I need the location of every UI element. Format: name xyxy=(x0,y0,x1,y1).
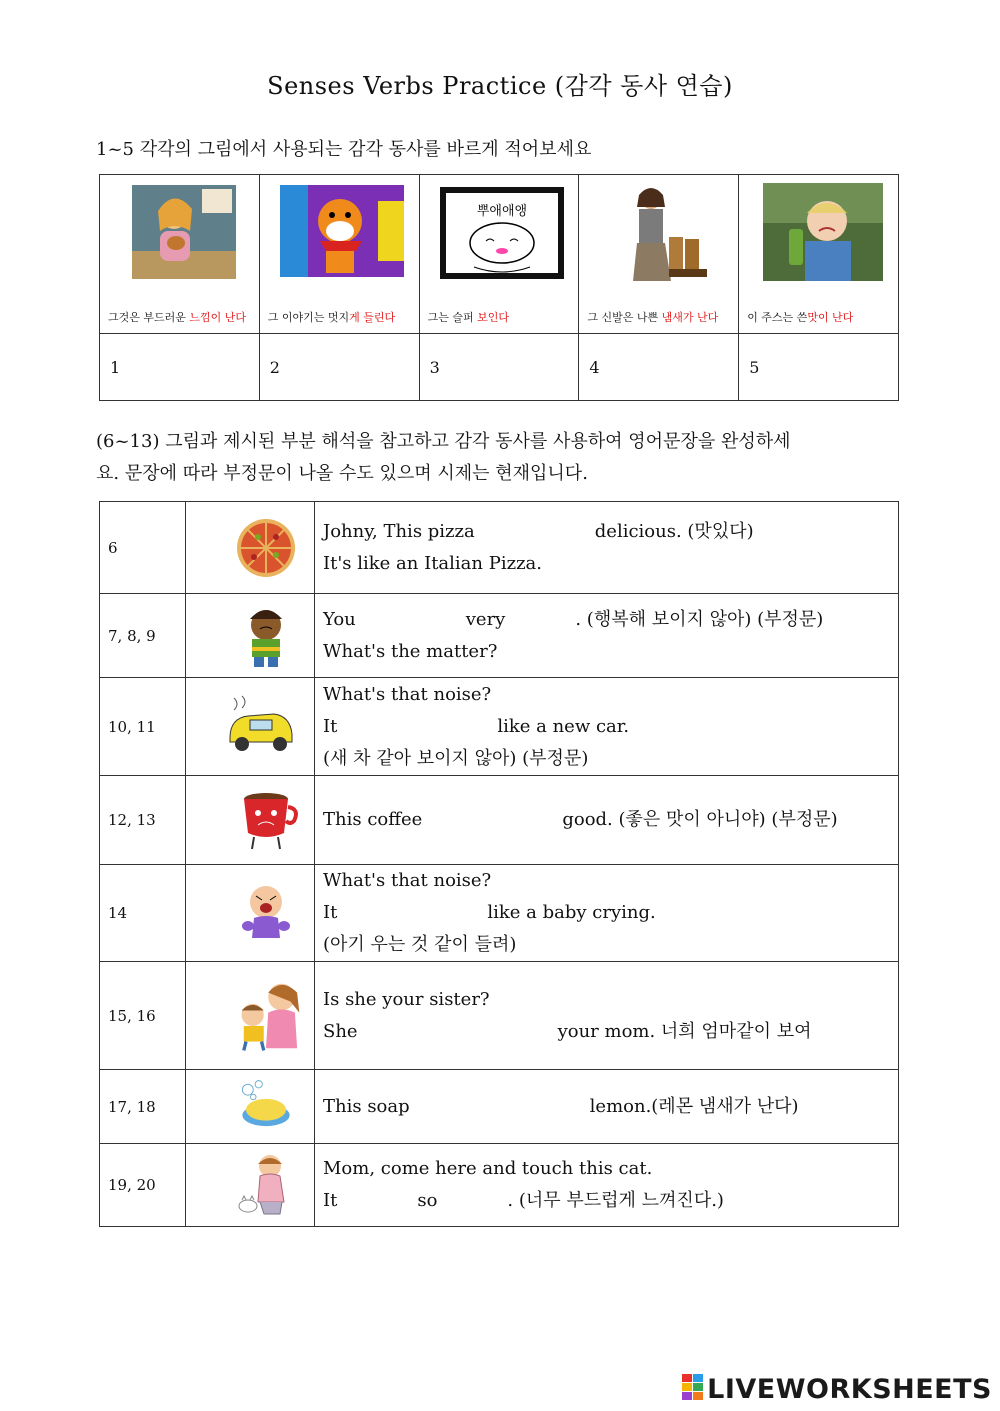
tiger-image xyxy=(274,181,404,281)
sentence-line xyxy=(323,516,898,548)
image-cell xyxy=(186,776,315,865)
coffee-cup-image xyxy=(230,787,302,853)
sentence-line: It's like an Italian Pizza. xyxy=(323,552,543,574)
sentence-line xyxy=(323,804,898,836)
sentence-part: delicious. (맛있다) xyxy=(594,520,754,542)
instruction-2 xyxy=(96,426,916,490)
answer-cell-2[interactable]: 2 xyxy=(259,334,419,401)
answer-cell-3[interactable]: 3 xyxy=(419,334,579,401)
instruction-1: 1~5 각각의 그림에서 사용되는 감각 동사를 바르게 적어보세요 xyxy=(96,139,592,160)
crying-baby-image xyxy=(230,880,302,946)
exercise-row xyxy=(100,1144,899,1227)
image-cell xyxy=(186,502,315,594)
sentence-part: It xyxy=(323,902,338,923)
sentence-line xyxy=(323,604,898,636)
picture-cell-2 xyxy=(259,175,419,334)
pizza-image xyxy=(230,515,302,581)
exercise-row xyxy=(100,865,899,962)
sentence-part: so xyxy=(417,1190,438,1211)
sentence-part: You xyxy=(323,608,356,630)
boy-juice-image xyxy=(753,181,883,281)
sentence-line: (아기 우는 것 같이 들려) xyxy=(323,934,517,955)
sentence-part: . (행복해 보이지 않아) (부정문) xyxy=(575,608,824,630)
sentence-cell xyxy=(315,865,899,962)
sentence-cell xyxy=(315,1144,899,1227)
sentence-part: This soap xyxy=(323,1095,410,1117)
sentence-line: What's that noise? xyxy=(323,683,492,705)
answer-cell-1[interactable]: 1 xyxy=(100,334,260,401)
image-cell xyxy=(186,865,315,962)
instruction-2-line-1: (6~13) 그림과 제시된 부분 해석을 참고하고 감각 동사를 사용하여 영어문장을 완성하세 xyxy=(96,431,791,452)
caption-highlight: 게 들린다 xyxy=(349,311,396,324)
caption-text: 그 이야기는 멋지 xyxy=(267,311,350,324)
sentence-part: good. (좋은 맛이 아니야) (부정문) xyxy=(562,809,838,830)
picture-grid xyxy=(99,174,899,401)
woman-boots-image xyxy=(593,181,723,281)
logo-text: LIVEWORKSHEETS xyxy=(707,1374,992,1405)
sentence-part: . (너무 부드럽게 느껴진다.) xyxy=(507,1190,724,1211)
exercise-row xyxy=(100,776,899,865)
exercise-number: 14 xyxy=(100,865,186,962)
sentence-part: Johny, This pizza xyxy=(323,520,475,542)
broken-car-image xyxy=(214,694,306,760)
exercise-table xyxy=(99,501,899,1227)
caption-text: 그는 슬퍼 xyxy=(427,311,478,324)
exercise-row xyxy=(100,594,899,678)
sentence-part: It xyxy=(323,1190,338,1211)
caption-5 xyxy=(747,309,853,325)
caption-highlight: 보인다 xyxy=(477,311,509,324)
caption-4 xyxy=(587,309,718,325)
number-row xyxy=(100,334,899,401)
image-cell xyxy=(186,1144,315,1227)
logo-icon xyxy=(682,1374,704,1402)
picture-cell-5 xyxy=(739,175,899,334)
picture-row xyxy=(100,175,899,334)
sentence-cell xyxy=(315,776,899,865)
sentence-line: (새 차 같아 보이지 않아) (부정문) xyxy=(323,747,589,769)
exercise-number: 6 xyxy=(100,502,186,594)
sentence-cell xyxy=(315,594,899,678)
sentence-line xyxy=(323,1016,898,1048)
sentence-line: What's that noise? xyxy=(323,870,492,891)
exercise-number: 15, 16 xyxy=(100,962,186,1070)
exercise-row xyxy=(100,1070,899,1144)
exercise-row xyxy=(100,962,899,1070)
image-cell xyxy=(186,678,315,776)
exercise-number: 19, 20 xyxy=(100,1144,186,1227)
caption-highlight: 냄새가 난다 xyxy=(661,311,719,324)
sentence-line: Is she your sister? xyxy=(323,988,490,1010)
sentence-part: lemon.(레몬 냄새가 난다) xyxy=(589,1095,799,1117)
sentence-part: like a baby crying. xyxy=(487,902,656,923)
liveworksheets-logo[interactable] xyxy=(682,1374,992,1405)
instruction-2-line-2: 요. 문장에 따라 부정문이 나올 수도 있으며 시제는 현재입니다. xyxy=(96,463,588,484)
speech-text: 뿌애애앵 xyxy=(476,204,527,219)
sentence-cell xyxy=(315,502,899,594)
caption-2 xyxy=(268,309,395,325)
caption-text: 그것은 부드러운 xyxy=(108,311,190,324)
exercise-number: 7, 8, 9 xyxy=(100,594,186,678)
crying-face-image xyxy=(434,181,564,281)
exercise-number: 17, 18 xyxy=(100,1070,186,1144)
caption-3 xyxy=(428,309,509,325)
sentence-line xyxy=(323,711,898,743)
soap-image xyxy=(230,1077,302,1137)
book-cover-image xyxy=(114,181,244,281)
sentence-line: Mom, come here and touch this cat. xyxy=(323,1158,653,1179)
sentence-part: like a new car. xyxy=(497,715,630,737)
caption-1 xyxy=(108,309,246,325)
exercise-number: 12, 13 xyxy=(100,776,186,865)
picture-cell-4 xyxy=(579,175,739,334)
caption-highlight: 느낌이 난다 xyxy=(189,311,247,324)
image-cell xyxy=(186,962,315,1070)
picture-cell-3 xyxy=(419,175,579,334)
image-cell xyxy=(186,594,315,678)
caption-text: 그 신발은 나쁜 xyxy=(587,311,662,324)
sentence-cell xyxy=(315,678,899,776)
exercise-number: 10, 11 xyxy=(100,678,186,776)
image-cell xyxy=(186,1070,315,1144)
sentence-part: She xyxy=(323,1020,358,1042)
sentence-part: your mom. 너희 엄마같이 보여 xyxy=(557,1020,812,1042)
sentence-part: This coffee xyxy=(323,809,423,830)
picture-cell-1 xyxy=(100,175,260,334)
sentence-cell xyxy=(315,1070,899,1144)
answer-cell-5[interactable]: 5 xyxy=(739,334,899,401)
sad-boy-image xyxy=(230,603,302,669)
answer-cell-4[interactable]: 4 xyxy=(579,334,739,401)
sentence-line: What's the matter? xyxy=(323,640,498,662)
sentence-line xyxy=(323,1091,898,1123)
caption-highlight: 맛이 난다 xyxy=(807,311,854,324)
sentence-line xyxy=(323,1185,898,1217)
exercise-row xyxy=(100,502,899,594)
mother-child-image xyxy=(226,978,306,1054)
exercise-row xyxy=(100,678,899,776)
sentence-part: It xyxy=(323,715,338,737)
child-cat-image xyxy=(230,1152,302,1218)
sentence-cell xyxy=(315,962,899,1070)
page-title: Senses Verbs Practice (감각 동사 연습) xyxy=(267,72,733,100)
sentence-part: very xyxy=(465,608,506,630)
caption-text: 이 주스는 쓴 xyxy=(747,311,808,324)
sentence-line xyxy=(323,897,898,929)
